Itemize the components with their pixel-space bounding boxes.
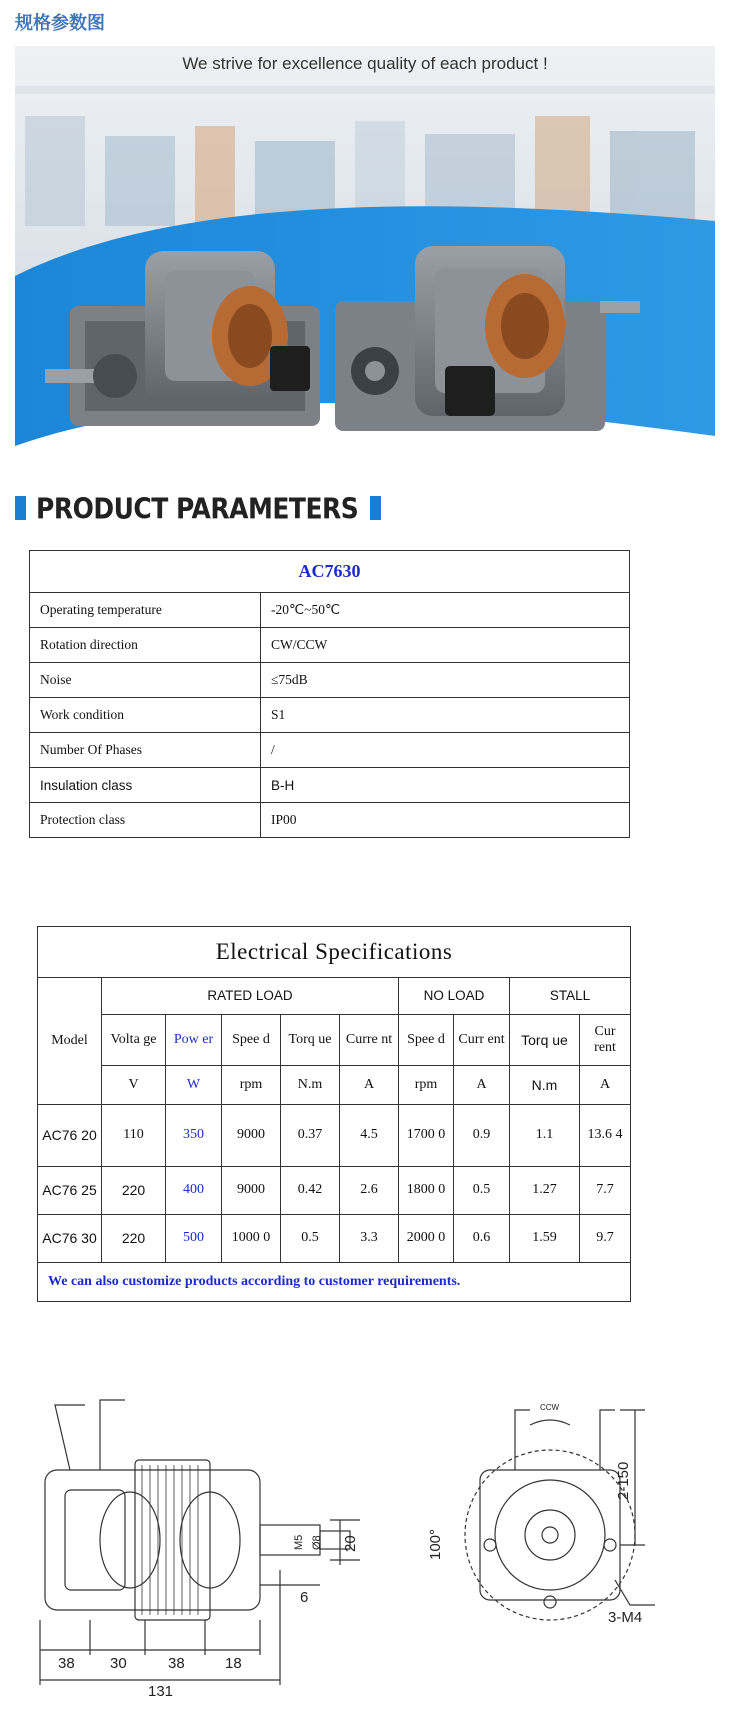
cell: 1.27 [510, 1167, 580, 1215]
section-heading [15, 492, 381, 524]
cell: 3.3 [340, 1215, 399, 1263]
heading-bar-left [15, 496, 26, 520]
param-value: CW/CCW [261, 628, 630, 663]
param-label: Protection class [30, 803, 261, 838]
cell: 500 [166, 1215, 222, 1263]
dim-6: 6 [300, 1589, 309, 1606]
unit-cell: N.m [281, 1066, 340, 1105]
cell: 4.5 [340, 1105, 399, 1167]
banner-illustration [15, 46, 715, 486]
specs-title: Electrical Specifications [38, 927, 631, 978]
table-row [30, 663, 630, 698]
cell: 0.5 [281, 1215, 340, 1263]
technical-drawing [30, 1370, 710, 1700]
param-label: Insulation class [30, 768, 261, 803]
dim-30: 30 [110, 1655, 127, 1672]
side-view-frame [45, 1470, 260, 1610]
col-header: Cur rent [580, 1015, 631, 1066]
electrical-specs-table [37, 926, 631, 1302]
dim-38-b: 38 [168, 1655, 185, 1672]
unit-cell: W [166, 1066, 222, 1105]
cell: 220 [102, 1167, 166, 1215]
cell: 1.1 [510, 1105, 580, 1167]
cell: 1800 0 [399, 1167, 454, 1215]
unit-cell: A [580, 1066, 631, 1105]
cell: 0.6 [454, 1215, 510, 1263]
cell: 110 [102, 1105, 166, 1167]
param-value: / [261, 733, 630, 768]
cell: 1700 0 [399, 1105, 454, 1167]
front-view-frame [480, 1470, 620, 1600]
dim-ccw: CCW [540, 1403, 560, 1412]
dim-3-m4: 3-M4 [608, 1609, 643, 1626]
col-header: Spee d [399, 1015, 454, 1066]
group-stall: STALL [510, 978, 631, 1015]
table-row [38, 1215, 631, 1263]
product-banner [15, 46, 715, 486]
param-label: Operating temperature [30, 593, 261, 628]
cell: 350 [166, 1105, 222, 1167]
dim-131: 131 [148, 1683, 174, 1700]
dim-2-150: 2-150 [615, 1461, 632, 1500]
cell: 9000 [222, 1167, 281, 1215]
param-value: ≤75dB [261, 663, 630, 698]
cell: 9.7 [580, 1215, 631, 1263]
stator-stack [135, 1460, 210, 1620]
cell: 2.6 [340, 1167, 399, 1215]
table-row [30, 628, 630, 663]
col-header: Volta ge [102, 1015, 166, 1066]
row-model: AC76 30 [38, 1215, 102, 1263]
table-row [30, 803, 630, 838]
col-header: Torq ue [510, 1015, 580, 1066]
heading-bar-right [370, 496, 381, 520]
table-row [30, 768, 630, 803]
dim-phi8: Ø8 [311, 1535, 323, 1550]
dim-18: 18 [225, 1655, 242, 1672]
col-header: Curr ent [454, 1015, 510, 1066]
group-no-load: NO LOAD [399, 978, 510, 1015]
param-value: B-H [261, 768, 630, 803]
cell: 7.7 [580, 1167, 631, 1215]
front-view-circle [465, 1450, 635, 1620]
cell: 9000 [222, 1105, 281, 1167]
banner-slogan: We strive for excellence quality of each product ! [182, 54, 548, 73]
row-model: AC76 20 [38, 1105, 102, 1167]
cell: 1.59 [510, 1215, 580, 1263]
section-heading-text: PRODUCT PARAMETERS [36, 491, 359, 525]
param-label: Work condition [30, 698, 261, 733]
param-value: IP00 [261, 803, 630, 838]
col-header: Torq ue [281, 1015, 340, 1066]
unit-cell: V [102, 1066, 166, 1105]
cell: 400 [166, 1167, 222, 1215]
table-row [30, 733, 630, 768]
row-model: AC76 25 [38, 1167, 102, 1215]
cell: 220 [102, 1215, 166, 1263]
model-name: AC7630 [30, 551, 630, 593]
cell: 2000 0 [399, 1215, 454, 1263]
unit-cell: A [454, 1066, 510, 1105]
dim-m5: M5 [293, 1534, 305, 1550]
page-title: 规格参数图 [15, 13, 105, 34]
unit-cell: rpm [399, 1066, 454, 1105]
param-value: -20℃~50℃ [261, 593, 630, 628]
product-params-table [29, 550, 630, 838]
cell: 0.9 [454, 1105, 510, 1167]
customize-note: We can also customize products according to customer requirements. [38, 1263, 631, 1302]
table-row [30, 593, 630, 628]
col-header: Pow er [166, 1015, 222, 1066]
dim-20: 20 [342, 1535, 359, 1552]
commutator-housing [65, 1490, 125, 1590]
table-row [38, 1167, 631, 1215]
cell: 1000 0 [222, 1215, 281, 1263]
dim-38-a: 38 [58, 1655, 75, 1672]
param-label: Noise [30, 663, 261, 698]
cell: 0.37 [281, 1105, 340, 1167]
unit-cell: A [340, 1066, 399, 1105]
table-row [30, 551, 630, 593]
param-label: Number Of Phases [30, 733, 261, 768]
param-value: S1 [261, 698, 630, 733]
col-header: Spee d [222, 1015, 281, 1066]
param-label: Rotation direction [30, 628, 261, 663]
unit-cell: N.m [510, 1066, 580, 1105]
cell: 0.42 [281, 1167, 340, 1215]
col-header: Curre nt [340, 1015, 399, 1066]
cell: 13.6 4 [580, 1105, 631, 1167]
table-row [38, 1105, 631, 1167]
dim-100-deg: 100° [427, 1528, 444, 1560]
group-rated-load: RATED LOAD [102, 978, 399, 1015]
unit-cell: rpm [222, 1066, 281, 1105]
cell: 0.5 [454, 1167, 510, 1215]
model-header: Model [38, 978, 102, 1105]
table-row [30, 698, 630, 733]
